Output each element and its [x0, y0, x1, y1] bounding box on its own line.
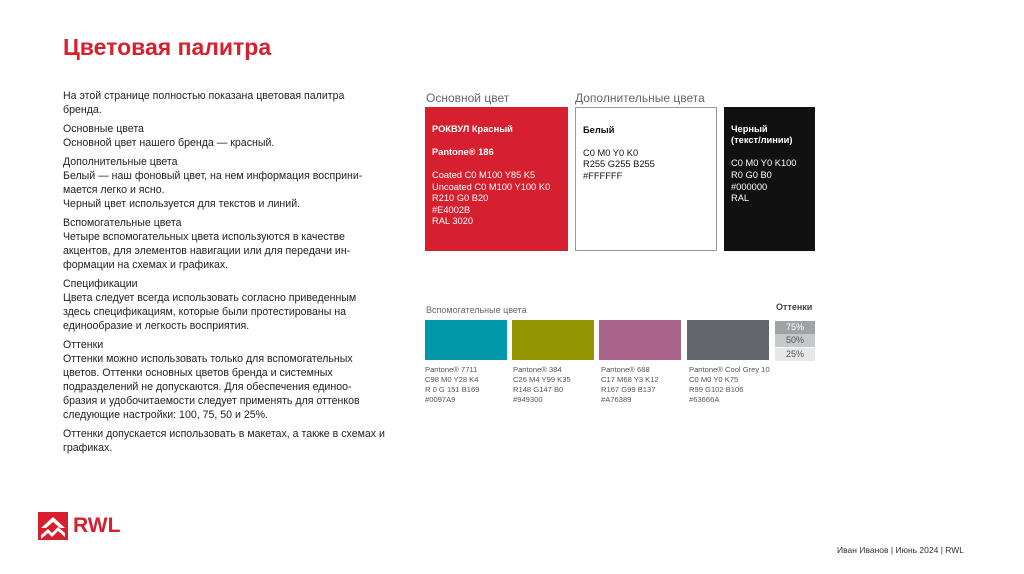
- white-swatch: [575, 107, 717, 251]
- black-name: Черный (текст/линии): [731, 123, 793, 146]
- intro-paragraph: На этой странице полностью показана цветовая палитра бренда.: [63, 90, 345, 116]
- shade-50: 50%: [775, 334, 815, 347]
- logo-text: RWL: [73, 514, 121, 537]
- page-title: Цветовая палитра: [63, 34, 272, 60]
- auxiliary-colors-title: Вспомогательные цвета: [426, 305, 527, 315]
- aux-spec-magenta: Pantone® 688 C17 M68 Y3 K12 R167 G99 B137 #A76389: [601, 365, 659, 404]
- white-spec: C0 M0 Y0 K0 R255 G255 B255 #FFFFFF: [583, 147, 655, 181]
- shades-title: Оттенки: [776, 302, 813, 312]
- description-text: [63, 89, 385, 460]
- primary-color-header: Основной цвет: [426, 91, 510, 105]
- aux-spec-olive: Pantone® 384 C26 M4 Y99 K35 R148 G147 B0 #949300: [513, 365, 571, 404]
- primary-colors-paragraph: Основные цвета Основной цвет нашего бренда — красный.: [63, 123, 275, 149]
- aux-swatch-magenta: [599, 320, 681, 360]
- aux-spec-grey: Pantone® Cool Grey 10 C0 M0 Y0 K75 R99 G102 B106 #63666A: [689, 365, 770, 404]
- secondary-colors-paragraph: Дополнительные цвета Белый — наш фоновый цвет, на нем информация восприни-мается легко и ясно. Черный цвет используется для текстов и линий.: [63, 156, 363, 210]
- aux-swatch-grey: [687, 320, 769, 360]
- black-swatch: [724, 107, 815, 251]
- rwl-logo: [38, 508, 128, 542]
- aux-spec-teal: Pantone® 7711 C98 M0 Y28 K4 R 0 G 151 B169 #0097A9: [425, 365, 480, 404]
- specifications-paragraph: Спецификации Цвета следует всегда использовать согласно приведенным здесь спецификациям, которые были протестированы на единообразие и легкость восприятия.: [63, 278, 357, 332]
- primary-red-swatch: [425, 107, 568, 251]
- auxiliary-colors-paragraph: Вспомогательные цвета Четыре вспомогательных цвета используются в качестве акцентов, для элементов навигации или для передачи ин-формации на схемах и графиках.: [63, 217, 351, 271]
- shade-25: 25%: [775, 348, 815, 361]
- aux-swatch-teal: [425, 320, 507, 360]
- shades-usage-paragraph: Оттенки допускается использовать в макетах, а также в схемах и графиках.: [63, 428, 385, 454]
- red-name: РОКВУЛ Красный: [432, 123, 513, 134]
- footer-text: Иван Иванов | Июнь 2024 | RWL: [837, 545, 964, 555]
- shade-75: 75%: [775, 321, 815, 334]
- red-spec: Coated C0 M100 Y85 K5 Uncoated C0 M100 Y100 K0 R210 G0 B20 #E4002B RAL 3020: [432, 169, 551, 227]
- red-pantone: Pantone® 186: [432, 146, 494, 157]
- shades-paragraph: Оттенки Оттенки можно использовать только для вспомогательных цветов. Оттенки основных цветов бренда и системных подразделений не допускаются. Для обеспечения единоо-бразия и удобочитаемости следует применять для оттенков следующие настройки: 100, 75, 50 и 25%.: [63, 339, 360, 421]
- aux-swatch-olive: [512, 320, 594, 360]
- secondary-colors-header: Дополнительные цвета: [575, 91, 705, 105]
- black-spec: C0 M0 Y0 K100 R0 G0 B0 #000000 RAL: [731, 158, 797, 204]
- white-name: Белый: [583, 124, 615, 135]
